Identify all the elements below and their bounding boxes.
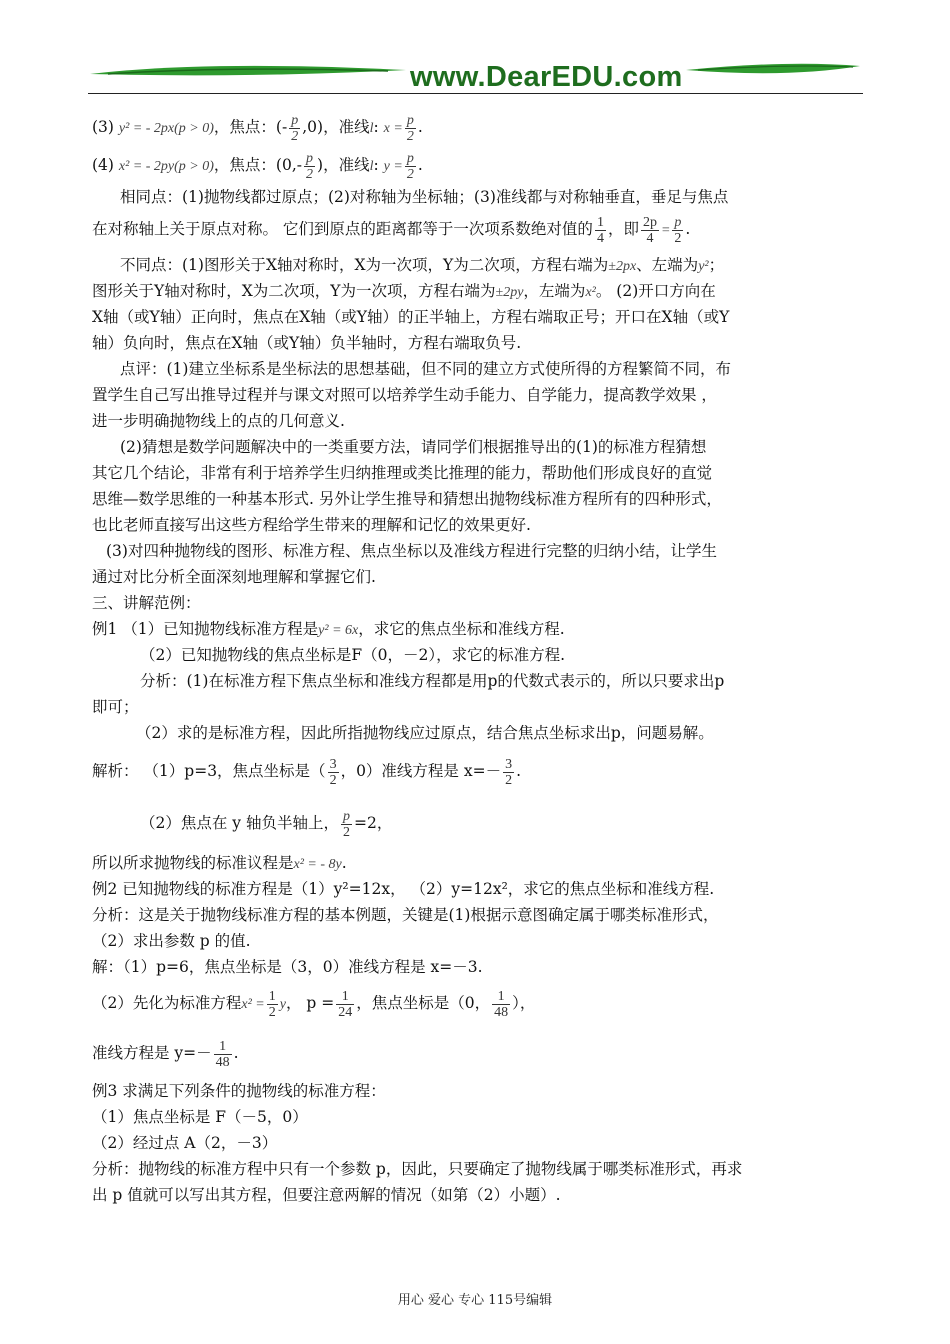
line-8: 轴）负向时，焦点在X轴（或Y轴）负半轴时，方程右端取负号. [92, 334, 522, 352]
denominator: 4 [596, 230, 604, 246]
text: ，求它的焦点坐标和准线方程. [358, 620, 565, 638]
numerator: 3 [329, 756, 337, 772]
fraction [214, 1039, 232, 1070]
line-31 [92, 984, 867, 1022]
equation: y² = - 2px(p > 0) [118, 121, 214, 136]
line-36: 分析：抛物线的标准方程中只有一个参数 p，因此，只要确定了抛物线属于哪类标准形式，再求 [92, 1160, 743, 1178]
header-rule [88, 93, 863, 94]
line-7: X轴（或Y轴）正向时，焦点在X轴（或Y轴）的正半轴上，方程右端取正号；开口在X轴（或Y [92, 308, 730, 326]
fraction [672, 215, 683, 246]
text: （2）焦点在 y 轴负半轴上， [140, 814, 339, 832]
text: 准线方程是 y=－ [92, 1044, 212, 1062]
fraction [289, 113, 300, 144]
equation: y² = 6x [318, 623, 359, 638]
line-24 [92, 752, 867, 790]
numerator: 1 [492, 989, 510, 1005]
line-10: 置学生自己写出推导过程并与课文对照可以培养学生动手能力、自学能力，提高教学效果 ， [92, 386, 717, 404]
line-26 [92, 850, 867, 876]
line-34: （1）焦点坐标是 F（－5，0） [92, 1108, 308, 1126]
text: . [685, 220, 691, 238]
line-32 [92, 1034, 867, 1072]
denominator: 2 [674, 230, 682, 246]
text: ) [317, 156, 324, 174]
text: . [516, 762, 522, 780]
numerator: 2p [642, 214, 657, 230]
numerator: p [674, 214, 682, 230]
equation: x² = [241, 997, 265, 1012]
numerator: p [306, 150, 313, 166]
text: =2， [353, 814, 393, 832]
text: : [373, 118, 379, 136]
page-header [88, 58, 863, 98]
text: . [417, 156, 423, 174]
equation: x² = - 8y [293, 857, 342, 872]
line-30: 解：（1）p=6，焦点坐标是（3，0）准线方程是 x=－3. [92, 958, 483, 976]
line-25 [92, 804, 867, 842]
equation: ±2py [495, 285, 524, 300]
denominator: 48 [215, 1054, 230, 1070]
line-27: 例2 已知抛物线的标准方程是（1）y²=12x， （2）y=12x²，求它的焦点坐标和准线方程. [92, 880, 715, 898]
numerator: p [406, 112, 414, 128]
line-4 [92, 210, 867, 248]
symbol: l [369, 121, 374, 136]
denominator: 2 [342, 824, 350, 840]
equation: y² [698, 259, 709, 274]
denominator: 2 [306, 166, 313, 182]
text: . [417, 118, 423, 136]
equation: y = [383, 159, 403, 174]
numerator: 1 [214, 1039, 232, 1055]
site-logo: www.DearEDU.com [410, 61, 683, 93]
fraction [405, 113, 416, 144]
text: ，左端为 [523, 282, 586, 300]
text: 所以所求抛物线的标准议程是 [92, 854, 294, 872]
line-17: 通过对比分析全面深刻地理解和掌握它们. [92, 568, 376, 586]
line-1 [92, 108, 867, 146]
numerator: p [406, 150, 414, 166]
denominator: 2 [291, 128, 299, 144]
text: ，0）准线方程是 x=－ [340, 762, 502, 780]
text: 。 (2)开口方向在 [595, 282, 716, 300]
symbol: = [660, 223, 671, 238]
equation: x = [383, 121, 403, 136]
fraction [304, 151, 315, 182]
equation: x² = - 2py(p > 0) [118, 159, 214, 174]
numerator: p [342, 808, 350, 824]
denominator: 2 [505, 772, 513, 788]
text: 、左端为 [636, 256, 699, 274]
fraction [267, 989, 278, 1020]
line-13: 其它几个结论，非常有利于培养学生归纳推理或类比推理的能力，帮助他们形成良好的直觉 [92, 464, 713, 482]
numerator: 1 [268, 988, 276, 1004]
line-33: 例3 求满足下列条件的抛物线的标准方程： [92, 1082, 386, 1100]
fraction [336, 989, 354, 1020]
text: : [373, 156, 379, 174]
denominator: 2 [329, 772, 337, 788]
text: 图形关于Y轴对称时，X为二次项，Y为一次项，方程右端为 [92, 282, 496, 300]
line-15: 也比老师直接写出这些方程给学生带来的理解和记忆的效果更好. [92, 516, 531, 534]
line-35: （2）经过点 A（2，－3） [92, 1134, 278, 1152]
text: 在对称轴上关于原点对称。 它们到原点的距离都等于一次项系数绝对值的 [92, 220, 593, 238]
line-2 [92, 146, 867, 184]
page-footer: 用心 爱心 专心 115号编辑 [397, 1293, 553, 1308]
line-16: (3)对四种抛物线的图形、标准方程、焦点坐标以及准线方程进行完整的归纳小结，让学生 [106, 542, 717, 560]
denominator: 4 [646, 230, 654, 246]
line-6 [92, 278, 867, 304]
fraction [341, 809, 352, 840]
fraction [641, 215, 659, 246]
line-28: 分析：这是关于抛物线标准方程的基本例题，关键是(1)根据示意图确定属于哪类标准形式， [92, 906, 719, 924]
text: ,0) [302, 118, 324, 136]
line-19 [92, 616, 867, 642]
fraction [405, 151, 416, 182]
fraction [328, 757, 339, 788]
numerator: 3 [505, 756, 513, 772]
line-21: 分析：(1)在标准方程下焦点坐标和准线方程都是用p的代数式表示的，所以只要求出p [140, 672, 725, 690]
denominator: 2 [406, 128, 414, 144]
text: . [233, 1044, 239, 1062]
fraction [492, 989, 510, 1020]
numerator: 1 [596, 214, 604, 230]
equation: x² [585, 285, 596, 300]
denominator: 2 [268, 1004, 276, 1020]
document-body [92, 108, 867, 1208]
text: （2）先化为标准方程 [92, 994, 242, 1012]
equation: ±2px [608, 259, 637, 274]
line-29: （2）求出参数 p 的值. [92, 932, 251, 950]
text: ，焦点：(- [213, 118, 288, 136]
symbol: l [369, 159, 374, 174]
line-20: （2）已知抛物线的焦点坐标是F（0，－2），求它的标准方程. [140, 646, 566, 664]
line-22: 即可； [92, 698, 139, 716]
line-37: 出 p 值就可以写出其方程，但要注意两解的情况（如第（2）小题）. [92, 1186, 561, 1204]
text: . [341, 854, 347, 872]
item-label: (4) [92, 156, 114, 174]
text: ，焦点：(0,- [213, 156, 302, 174]
line-18: 三、讲解范例： [92, 594, 201, 612]
text: ，焦点坐标是（0， [356, 994, 491, 1012]
denominator: 24 [338, 1004, 353, 1020]
fraction [503, 757, 514, 788]
numerator: 1 [336, 989, 354, 1005]
text: 解析： （1）p=3，焦点坐标是（ [92, 762, 326, 780]
text: ， p = [285, 994, 335, 1012]
text: ，准线 [323, 118, 370, 136]
text: ，即 [607, 220, 639, 238]
text: ，准线 [323, 156, 370, 174]
denominator: 2 [406, 166, 414, 182]
denominator: 48 [494, 1004, 509, 1020]
equation: y [279, 997, 286, 1012]
line-23: （2）求的是标准方程，因此所指抛物线应过原点，结合焦点坐标求出p，问题易解。 [136, 724, 714, 742]
text: 例1 （1）已知抛物线标准方程是 [92, 620, 319, 638]
line-3: 相同点：(1)抛物线都过原点；(2)对称轴为坐标轴；(3)准线都与对称轴垂直，垂足与焦点 [120, 188, 729, 206]
text: ； [708, 256, 725, 274]
line-11: 进一步明确抛物线上的点的几何意义. [92, 412, 345, 430]
text: 不同点：(1)图形关于X轴对称时，X为一次项，Y为二次项，方程右端为 [120, 256, 609, 274]
line-14: 思维—数学思维的一种基本形式. 另外让学生推导和猜想出抛物线标准方程所有的四种形式， [92, 490, 722, 508]
line-5 [92, 252, 867, 278]
fraction [595, 215, 606, 246]
item-label: (3) [92, 118, 114, 136]
line-12: (2)猜想是数学问题解决中的一类重要方法，请同学们根据推导出的(1)的标准方程猜想 [120, 438, 707, 456]
line-9: 点评：(1)建立坐标系是坐标法的思想基础，但不同的建立方式使所得的方程繁简不同，布 [120, 360, 731, 378]
numerator: p [291, 112, 299, 128]
text: ）， [512, 994, 536, 1012]
